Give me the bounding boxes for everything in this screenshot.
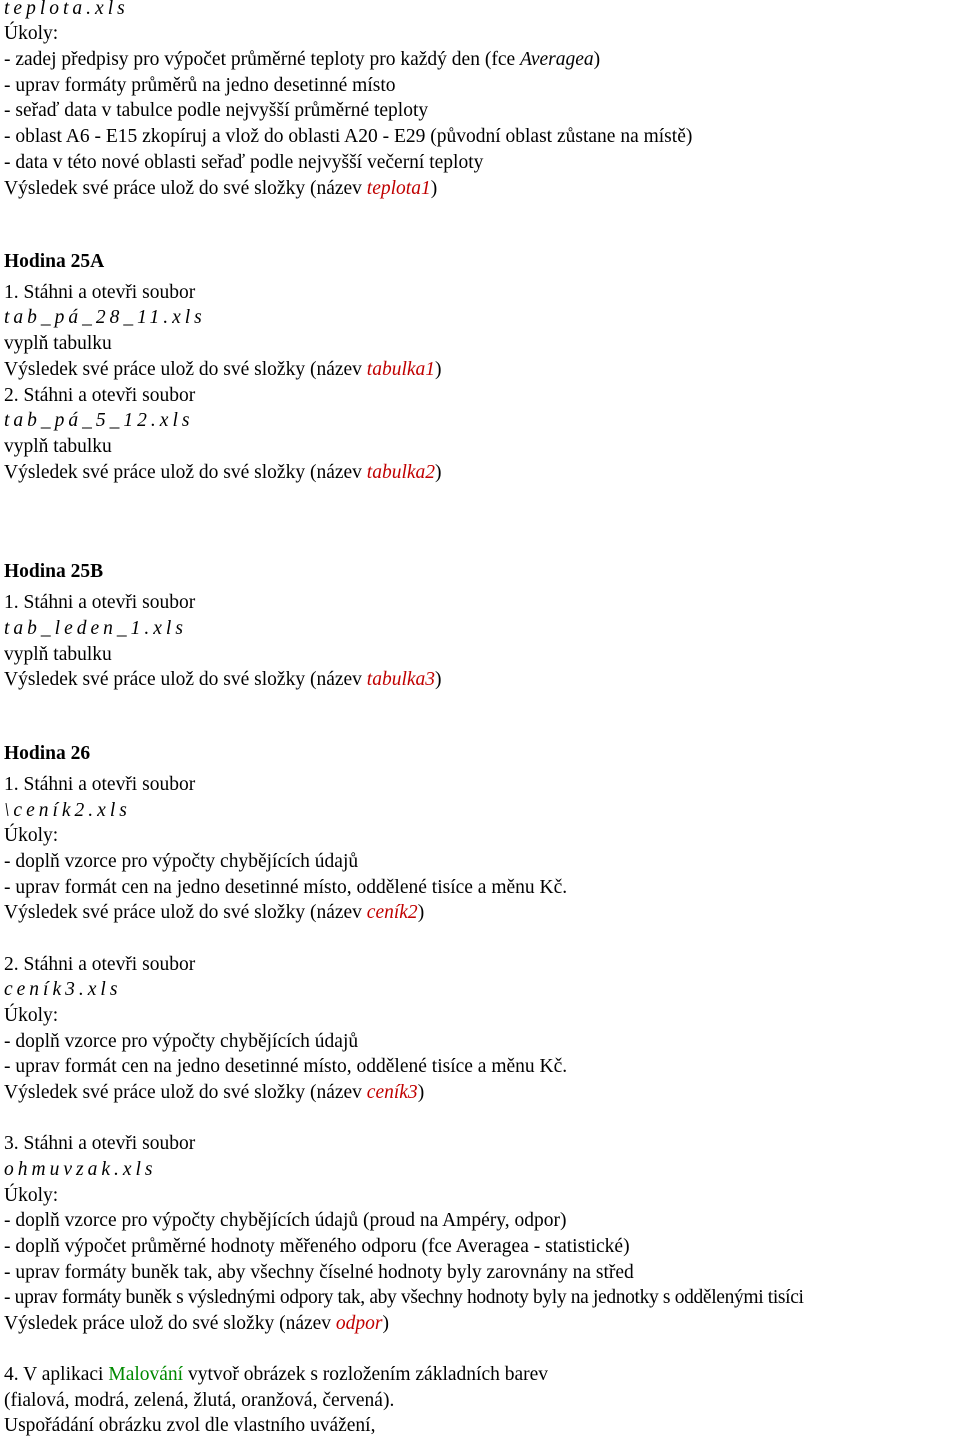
function-name: Averagea bbox=[520, 49, 594, 70]
step-line: 1. Stáhni a otevři soubor bbox=[4, 774, 196, 795]
step-line: 4. V aplikaci Malování vytvoř obrázek s rozložením základních barev bbox=[4, 1364, 549, 1385]
save-instruction: Výsledek své práce ulož do své složky (název tabulka1) bbox=[4, 359, 442, 380]
step-line: (fialová, modrá, zelená, žlutá, oranžová, červená). bbox=[4, 1390, 395, 1411]
save-instruction: Výsledek své práce ulož do své složky (název ceník3) bbox=[4, 1082, 425, 1103]
task-line: - uprav formáty buněk s výslednými odpory tak, aby všechny hodnoty byly na jednotky s oddělenými tisíci bbox=[4, 1287, 804, 1308]
step-line: 2. Stáhni a otevři soubor bbox=[4, 385, 196, 406]
task-line: - doplň vzorce pro výpočty chybějících údajů (proud na Ampéry, odpor) bbox=[4, 1210, 567, 1231]
section-heading: Hodina 25B bbox=[4, 561, 104, 582]
task-line: - doplň vzorce pro výpočty chybějících údajů bbox=[4, 1031, 359, 1052]
task-line: - doplň vzorce pro výpočty chybějících údajů bbox=[4, 851, 359, 872]
task-line: - seřaď data v tabulce podle nejvyšší průměrné teploty bbox=[4, 100, 429, 121]
tasks-label: Úkoly: bbox=[4, 23, 59, 44]
task-line: - oblast A6 - E15 zkopíruj a vlož do oblasti A20 - E29 (původní oblast zůstane na místě) bbox=[4, 126, 693, 147]
save-instruction: Výsledek práce ulož do své složky (název odpor) bbox=[4, 1313, 390, 1334]
save-instruction: Výsledek své práce ulož do své složky (název tabulka2) bbox=[4, 462, 442, 483]
tasks-label: Úkoly: bbox=[4, 825, 59, 846]
task-line: - uprav formáty buněk tak, aby všechny číselné hodnoty byly zarovnány na střed bbox=[4, 1262, 634, 1283]
tasks-label: Úkoly: bbox=[4, 1185, 59, 1206]
task-line: - uprav formát cen na jedno desetinné místo, oddělené tisíce a měnu Kč. bbox=[4, 1056, 568, 1077]
step-line: vyplň tabulku bbox=[4, 644, 112, 665]
step-line: 2. Stáhni a otevři soubor bbox=[4, 954, 196, 975]
output-file-name: odpor bbox=[335, 1313, 383, 1334]
output-file-name: teplota1 bbox=[366, 178, 431, 199]
file-name: tab_leden_1.xls bbox=[4, 618, 187, 639]
output-file-name: tabulka1 bbox=[366, 359, 436, 380]
step-line: Uspořádání obrázku zvol dle vlastního uvážení, bbox=[4, 1415, 376, 1436]
file-name: tab_pá_5_12.xls bbox=[4, 410, 194, 431]
output-file-name: tabulka3 bbox=[366, 669, 436, 690]
save-instruction: Výsledek své práce ulož do své složky (název tabulka3) bbox=[4, 669, 442, 690]
file-name: ohmuvzak.xls bbox=[4, 1159, 157, 1180]
output-file-name: ceník2 bbox=[366, 902, 418, 923]
file-name: teplota.xls bbox=[4, 0, 129, 19]
tasks-label: Úkoly: bbox=[4, 1005, 59, 1026]
task-line: - uprav formáty průměrů na jedno desetinné místo bbox=[4, 75, 396, 96]
step-line: 1. Stáhni a otevři soubor bbox=[4, 282, 196, 303]
task-line: - uprav formát cen na jedno desetinné místo, oddělené tisíce a měnu Kč. bbox=[4, 877, 568, 898]
application-name: Malování bbox=[108, 1364, 184, 1385]
file-name: ceník3.xls bbox=[4, 979, 122, 1000]
step-line: 1. Stáhni a otevři soubor bbox=[4, 592, 196, 613]
section-heading: Hodina 25A bbox=[4, 251, 105, 272]
step-line: vyplň tabulku bbox=[4, 333, 112, 354]
save-instruction: Výsledek své práce ulož do své složky (název ceník2) bbox=[4, 902, 425, 923]
step-line: vyplň tabulku bbox=[4, 436, 112, 457]
section-heading: Hodina 26 bbox=[4, 743, 91, 764]
save-instruction: Výsledek své práce ulož do své složky (název teplota1) bbox=[4, 178, 438, 199]
output-file-name: tabulka2 bbox=[366, 462, 436, 483]
file-name: \ceník2.xls bbox=[4, 800, 131, 821]
step-line: 3. Stáhni a otevři soubor bbox=[4, 1133, 196, 1154]
output-file-name: ceník3 bbox=[366, 1082, 418, 1103]
task-line: - zadej předpisy pro výpočet průměrné teploty pro každý den (fce Averagea) bbox=[4, 49, 601, 70]
task-line: - data v této nové oblasti seřaď podle nejvyšší večerní teploty bbox=[4, 152, 484, 173]
file-name: tab_pá_28_11.xls bbox=[4, 307, 206, 328]
task-line: - doplň výpočet průměrné hodnoty měřeného odporu (fce Averagea - statistické) bbox=[4, 1236, 630, 1257]
